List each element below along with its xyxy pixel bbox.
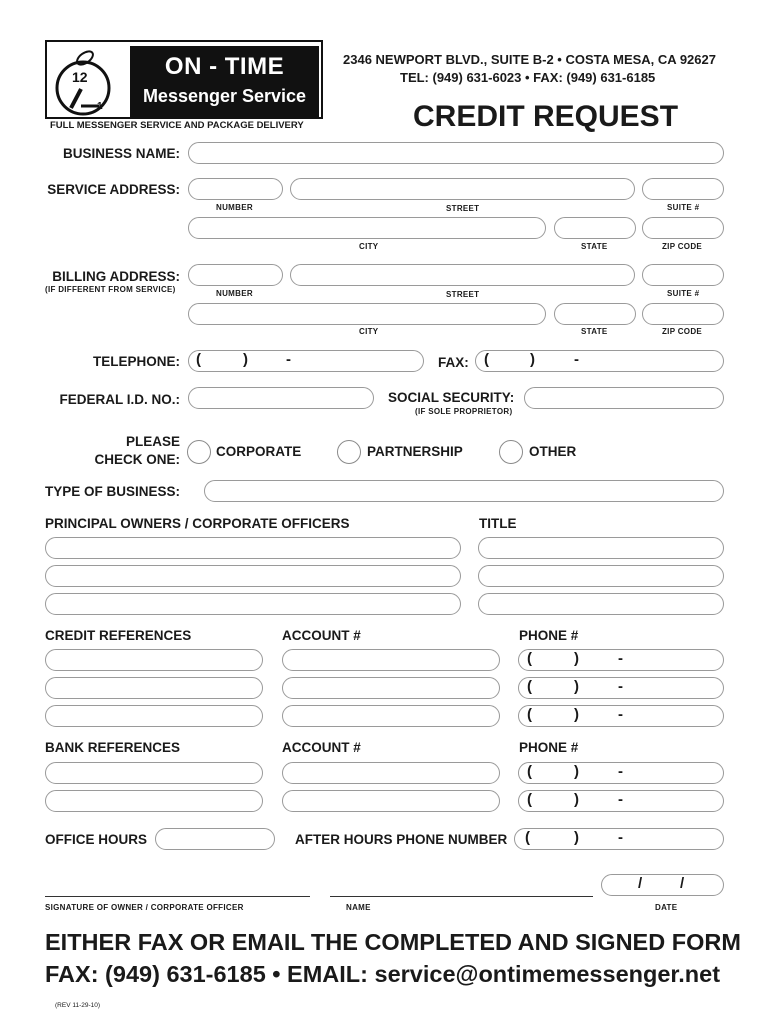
form-title: CREDIT REQUEST: [413, 100, 679, 133]
phone-close-paren: ): [574, 678, 579, 695]
credit-references-label: CREDIT REFERENCES: [45, 628, 192, 643]
telephone-close-paren: ): [243, 351, 248, 368]
billing-city-caption: CITY: [359, 327, 379, 336]
fax-label: FAX:: [438, 355, 469, 370]
bank-phone-field-1[interactable]: [518, 762, 724, 784]
other-option-label: OTHER: [529, 444, 577, 459]
billing-address-label: BILLING ADDRESS:: [52, 269, 180, 284]
business-name-label: BUSINESS NAME:: [62, 146, 180, 161]
name-line[interactable]: [330, 896, 593, 897]
credit-account-field-3[interactable]: [282, 705, 500, 727]
service-suite-field[interactable]: [642, 178, 724, 200]
date-slash-1: /: [638, 875, 643, 892]
principal-owner-field-3[interactable]: [45, 593, 461, 615]
phone-open-paren: (: [525, 829, 530, 846]
name-caption: NAME: [346, 903, 371, 912]
bank-account-field-2[interactable]: [282, 790, 500, 812]
bank-reference-field-1[interactable]: [45, 762, 263, 784]
billing-street-field[interactable]: [290, 264, 635, 286]
credit-account-field-1[interactable]: [282, 649, 500, 671]
credit-phone-label: PHONE #: [519, 628, 579, 643]
type-of-business-label: TYPE OF BUSINESS:: [45, 484, 181, 499]
phone-dash: -: [618, 791, 623, 808]
telephone-label: TELEPHONE:: [92, 354, 180, 369]
revision-note: (REV 11-29-10): [55, 1002, 101, 1009]
corporate-option-label: CORPORATE: [216, 444, 302, 459]
principal-owner-field-1[interactable]: [45, 537, 461, 559]
service-state-caption: STATE: [581, 242, 608, 251]
company-address: 2346 NEWPORT BLVD., SUITE B-2 • COSTA MESA, CA 92627: [343, 52, 716, 67]
federal-id-label: FEDERAL I.D. NO.:: [59, 392, 180, 407]
other-checkbox[interactable]: [499, 440, 523, 464]
phone-dash: -: [618, 829, 623, 846]
credit-reference-field-2[interactable]: [45, 677, 263, 699]
logo-wordmark-panel: [130, 46, 319, 117]
service-zip-field[interactable]: [642, 217, 724, 239]
business-name-field[interactable]: [188, 142, 724, 164]
officer-title-field-3[interactable]: [478, 593, 724, 615]
sole-proprietor-note: (IF SOLE PROPRIETOR): [415, 407, 513, 416]
telephone-open-paren: (: [196, 351, 201, 368]
title-column-label: TITLE: [479, 516, 517, 531]
logo-frame: [45, 40, 323, 119]
credit-phone-field-1[interactable]: [518, 649, 724, 671]
bank-phone-field-2[interactable]: [518, 790, 724, 812]
check-one-label: CHECK ONE:: [94, 452, 180, 467]
billing-suite-caption: SUITE #: [667, 289, 700, 298]
bank-reference-field-2[interactable]: [45, 790, 263, 812]
phone-open-paren: (: [527, 650, 532, 667]
signature-caption: SIGNATURE OF OWNER / CORPORATE OFFICER: [45, 903, 244, 912]
bank-account-field-1[interactable]: [282, 762, 500, 784]
after-hours-label: AFTER HOURS PHONE NUMBER: [295, 832, 508, 847]
billing-address-note: (IF DIFFERENT FROM SERVICE): [45, 285, 176, 294]
telephone-dash: -: [286, 351, 291, 368]
billing-zip-caption: ZIP CODE: [662, 327, 703, 336]
service-street-field[interactable]: [290, 178, 635, 200]
company-contact: TEL: (949) 631-6023 • FAX: (949) 631-6185: [400, 70, 656, 85]
billing-city-field[interactable]: [188, 303, 546, 325]
service-street-caption: STREET: [446, 204, 480, 213]
partnership-option-label: PARTNERSHIP: [367, 444, 463, 459]
phone-dash: -: [618, 650, 623, 667]
phone-close-paren: ): [574, 829, 579, 846]
credit-phone-field-3[interactable]: [518, 705, 724, 727]
footer-contact: FAX: (949) 631-6185 • EMAIL: service@ontimemessenger.net: [45, 961, 721, 987]
logo-service: Messenger Service: [142, 86, 307, 106]
service-address-label: SERVICE ADDRESS:: [47, 182, 180, 197]
credit-account-field-2[interactable]: [282, 677, 500, 699]
fax-close-paren: ): [530, 351, 535, 368]
phone-dash: -: [618, 678, 623, 695]
fax-dash: -: [574, 351, 579, 368]
fax-open-paren: (: [484, 351, 489, 368]
credit-account-label: ACCOUNT #: [282, 628, 361, 643]
corporate-checkbox[interactable]: [187, 440, 211, 464]
credit-reference-field-3[interactable]: [45, 705, 263, 727]
credit-reference-field-1[interactable]: [45, 649, 263, 671]
principal-owner-field-2[interactable]: [45, 565, 461, 587]
phone-close-paren: ): [574, 650, 579, 667]
fax-field[interactable]: [475, 350, 724, 372]
bank-references-label: BANK REFERENCES: [45, 740, 181, 755]
please-label: PLEASE: [125, 434, 180, 449]
logo-name: ON - TIME: [164, 53, 285, 80]
billing-state-field[interactable]: [554, 303, 636, 325]
billing-number-caption: NUMBER: [216, 289, 253, 298]
service-city-caption: CITY: [359, 242, 379, 251]
partnership-checkbox[interactable]: [337, 440, 361, 464]
phone-open-paren: (: [527, 678, 532, 695]
officer-title-field-2[interactable]: [478, 565, 724, 587]
principal-owners-label: PRINCIPAL OWNERS / CORPORATE OFFICERS: [45, 516, 350, 531]
type-of-business-field[interactable]: [204, 480, 724, 502]
service-suite-caption: SUITE #: [667, 203, 700, 212]
signature-line[interactable]: [45, 896, 310, 897]
phone-close-paren: ): [574, 706, 579, 723]
phone-close-paren: ): [574, 763, 579, 780]
federal-id-field[interactable]: [188, 387, 374, 409]
stopwatch-icon: [51, 46, 127, 116]
svg-text:1: 1: [97, 101, 103, 112]
credit-phone-field-2[interactable]: [518, 677, 724, 699]
date-field[interactable]: [601, 874, 724, 896]
footer-instruction: EITHER FAX OR EMAIL THE COMPLETED AND SIGNED FORM: [45, 929, 741, 955]
phone-open-paren: (: [527, 763, 532, 780]
officer-title-field-1[interactable]: [478, 537, 724, 559]
phone-open-paren: (: [527, 706, 532, 723]
office-hours-field[interactable]: [155, 828, 275, 850]
bank-phone-label: PHONE #: [519, 740, 579, 755]
logo-tagline: FULL MESSENGER SERVICE AND PACKAGE DELIVERY: [50, 120, 304, 131]
service-zip-caption: ZIP CODE: [662, 242, 703, 251]
service-city-field[interactable]: [188, 217, 546, 239]
date-slash-2: /: [680, 875, 685, 892]
billing-street-caption: STREET: [446, 290, 480, 299]
phone-dash: -: [618, 763, 623, 780]
phone-close-paren: ): [574, 791, 579, 808]
service-number-caption: NUMBER: [216, 203, 253, 212]
date-caption: DATE: [655, 903, 678, 912]
billing-zip-field[interactable]: [642, 303, 724, 325]
phone-dash: -: [618, 706, 623, 723]
billing-number-field[interactable]: [188, 264, 283, 286]
service-number-field[interactable]: [188, 178, 283, 200]
billing-state-caption: STATE: [581, 327, 608, 336]
social-security-label: SOCIAL SECURITY:: [388, 390, 515, 405]
phone-open-paren: (: [527, 791, 532, 808]
service-state-field[interactable]: [554, 217, 636, 239]
svg-text:12: 12: [72, 69, 88, 85]
after-hours-phone-field[interactable]: [514, 828, 724, 850]
telephone-field[interactable]: [188, 350, 424, 372]
bank-account-label: ACCOUNT #: [282, 740, 361, 755]
billing-suite-field[interactable]: [642, 264, 724, 286]
social-security-field[interactable]: [524, 387, 724, 409]
office-hours-label: OFFICE HOURS: [45, 832, 148, 847]
company-logo: [45, 40, 323, 131]
